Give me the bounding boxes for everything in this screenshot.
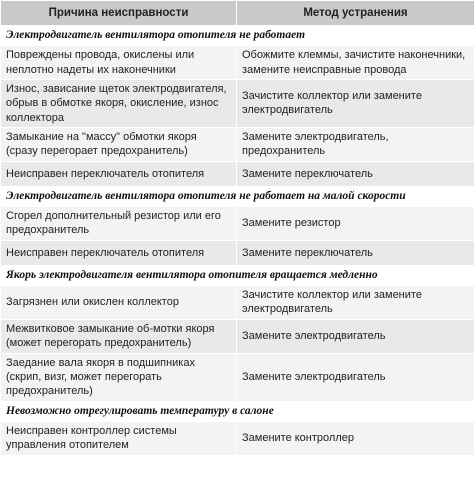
table-row <box>1 240 474 265</box>
cause-cell: Неисправен переключатель отопителя <box>1 240 237 265</box>
cause-cell: Заедание вала якоря в подшипниках (скрип, визг, может перегорать предохранитель) <box>1 353 237 401</box>
cause-cell: Неисправен переключатель отопителя <box>1 161 237 186</box>
cause-cell: Повреждены провода, окислены или неплотно надеты их наконечники <box>1 46 237 80</box>
table-row <box>1 127 474 161</box>
table-row <box>1 353 474 401</box>
table-row <box>1 319 474 353</box>
table-row <box>1 80 474 128</box>
table-row <box>1 161 474 186</box>
section-title: Невозможно отрегулировать температуру в салоне <box>1 401 474 421</box>
section-row <box>1 26 474 46</box>
table-row <box>1 46 474 80</box>
section-row <box>1 401 474 421</box>
cause-cell: Сгорел дополнительный резистор или его предохранитель <box>1 206 237 240</box>
section-title: Электродвигатель вентилятора отопителя не работает <box>1 26 474 46</box>
table-row <box>1 421 474 455</box>
fix-cell: Зачистите коллектор или замените электродвигатель <box>237 80 474 128</box>
header-row <box>1 1 474 26</box>
section-title: Электродвигатель вентилятора отопителя не работает на малой скорости <box>1 186 474 206</box>
table-row <box>1 285 474 319</box>
fix-cell: Замените электродвигатель, предохранитель <box>237 127 474 161</box>
fix-cell: Замените переключатель <box>237 240 474 265</box>
section-row <box>1 186 474 206</box>
section-row <box>1 265 474 285</box>
cause-cell: Межвитковое замыкание об-мотки якоря (может перегорать предохранитель) <box>1 319 237 353</box>
fix-cell: Замените переключатель <box>237 161 474 186</box>
cause-cell: Износ, зависание щеток электродвигателя, обрыв в обмотке якоря, окисление, износ коллектора <box>1 80 237 128</box>
cause-cell: Неисправен контроллер системы управления отопителем <box>1 421 237 455</box>
header-fix: Метод устранения <box>237 1 474 26</box>
header-cause: Причина неисправности <box>1 1 237 26</box>
section-title: Якорь электродвигателя вентилятора отопителя вращается медленно <box>1 265 474 285</box>
cause-cell: Загрязнен или окислен коллектор <box>1 285 237 319</box>
fix-cell: Замените электродвигатель <box>237 319 474 353</box>
fix-cell: Зачистите коллектор или замените электродвигатель <box>237 285 474 319</box>
fix-cell: Обожмите клеммы, зачистите наконечники, замените неисправные провода <box>237 46 474 80</box>
fix-cell: Замените резистор <box>237 206 474 240</box>
table-row <box>1 206 474 240</box>
fix-cell: Замените электродвигатель <box>237 353 474 401</box>
cause-cell: Замыкание на "массу" обмотки якоря (сразу перегорает предохранитель) <box>1 127 237 161</box>
fix-cell: Замените контроллер <box>237 421 474 455</box>
